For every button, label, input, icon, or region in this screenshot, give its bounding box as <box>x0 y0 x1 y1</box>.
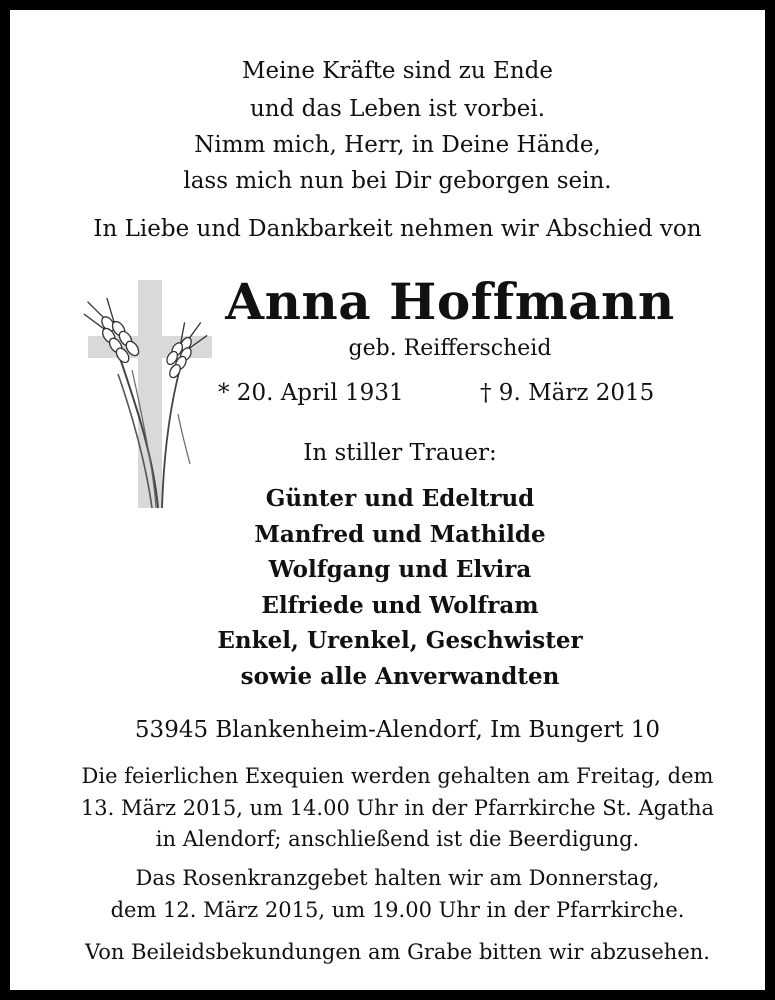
condolence-notice: Von Beileidsbekundungen am Grabe bitten wir abzusehen. <box>85 940 710 964</box>
funeral-notice-line: Die feierlichen Exequien werden gehalten am Freitag, dem <box>81 764 714 788</box>
poem-line-2: und das Leben ist vorbei. <box>249 96 546 122</box>
poem-line-4: lass mich nun bei Dir geborgen sein. <box>183 168 612 194</box>
deceased-name: Anna Hoffmann <box>225 272 675 331</box>
death-date: † 9. März 2015 <box>480 380 655 406</box>
mourning-heading: In stiller Trauer: <box>303 440 497 466</box>
poem-line-1: Meine Kräfte sind zu Ende <box>241 58 553 84</box>
poem-line-3: Nimm mich, Herr, in Deine Hände, <box>194 132 601 158</box>
mourner-line: Elfriede und Wolfram <box>261 592 539 619</box>
birth-date: * 20. April 1931 <box>218 380 404 406</box>
mourner-line: Manfred und Mathilde <box>254 521 546 548</box>
mourner-line: Günter und Edeltrud <box>265 485 535 512</box>
funeral-notice-line: 13. März 2015, um 14.00 Uhr in der Pfarrkirche St. Agatha <box>80 796 715 820</box>
family-address: 53945 Blankenheim-Alendorf, Im Bungert 10 <box>134 717 661 743</box>
rosary-notice-line: dem 12. März 2015, um 19.00 Uhr in der Pfarrkirche. <box>110 898 685 922</box>
farewell-intro: In Liebe und Dankbarkeit nehmen wir Abschied von <box>93 216 702 242</box>
mourner-line: Enkel, Urenkel, Geschwister <box>217 627 583 654</box>
mourner-line: Wolfgang und Elvira <box>268 556 532 583</box>
cross-with-wheat-icon <box>82 274 216 514</box>
birth-name: geb. Reifferscheid <box>348 336 552 361</box>
mourner-line: sowie alle Anverwandten <box>240 663 560 690</box>
rosary-notice-line: Das Rosenkranzgebet halten wir am Donnerstag, <box>135 866 660 890</box>
funeral-notice-line: in Alendorf; anschließend ist die Beerdigung. <box>155 827 640 851</box>
